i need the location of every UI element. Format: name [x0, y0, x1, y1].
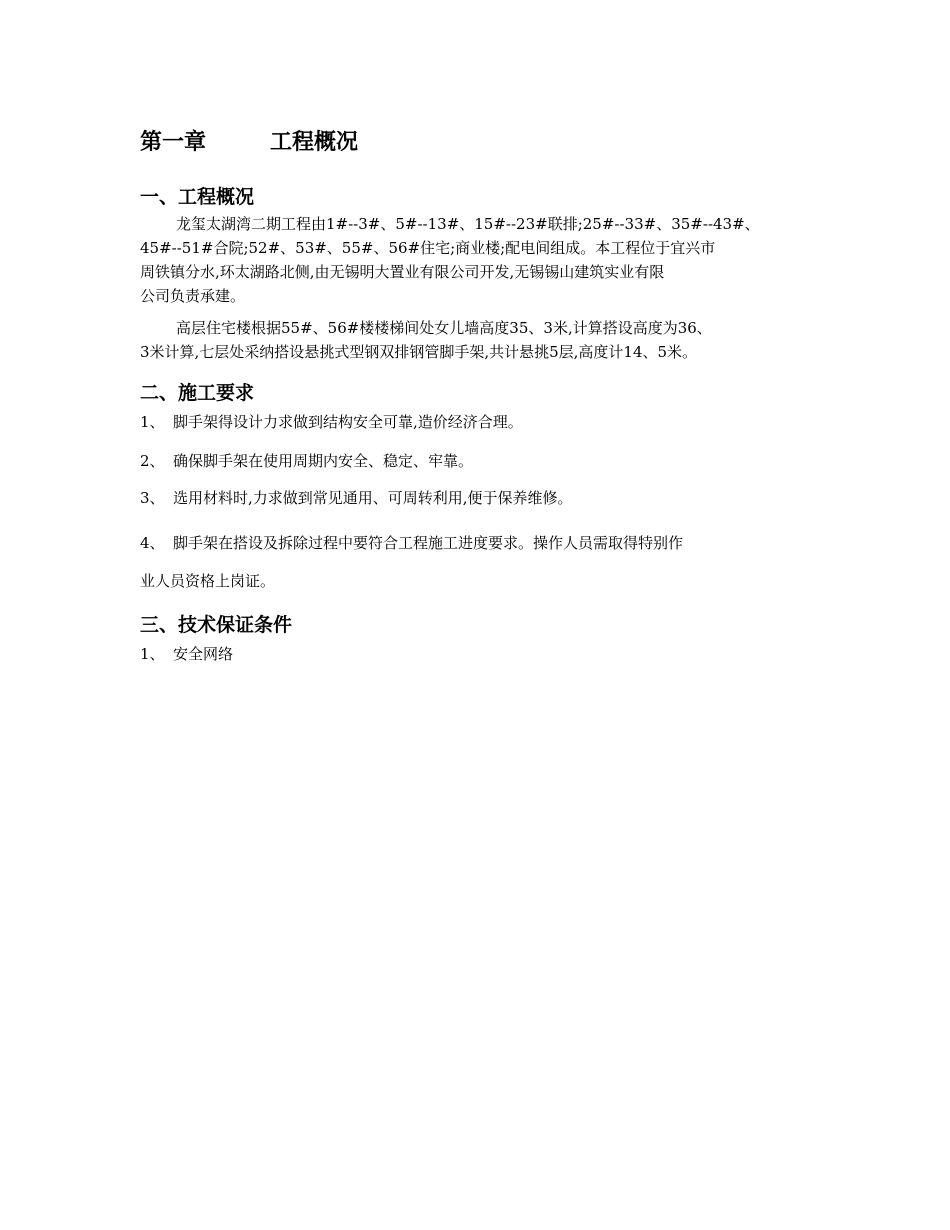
- section-heading-requirements: 二、施工要求: [140, 382, 255, 404]
- chapter-title: [140, 128, 358, 158]
- list-item-text: 脚手架在搭设及拆除过程中要符合工程施工进度要求。操作人员需取得特别作: [173, 534, 684, 552]
- list-item-continuation: 业人员资格上岗证。: [140, 572, 276, 590]
- list-item-number: 1、: [140, 645, 165, 663]
- list-item: [140, 410, 523, 434]
- list-item-text: 脚手架得设计力求做到结构安全可靠,造价经济合理。: [173, 413, 523, 431]
- list-item-number: 3、: [140, 489, 165, 507]
- paragraph-scaffold-height: [140, 316, 830, 364]
- chapter-name: 工程概况: [270, 130, 359, 155]
- list-item-number: 2、: [140, 452, 165, 470]
- list-item-number: 4、: [140, 534, 165, 552]
- paragraph-line: 45#--51#合院;52#、53#、55#、56#住宅;商业楼;配电间组成。本工程位于宜兴市: [140, 239, 716, 257]
- chapter-number: 第一章: [140, 130, 207, 155]
- list-item-text: 安全网络: [173, 645, 234, 663]
- paragraph-line: 公司负责承建。: [140, 287, 246, 305]
- list-item-text: 确保脚手架在使用周期内安全、稳定、牢靠。: [173, 452, 474, 470]
- paragraph-line: 龙玺太湖湾二期工程由1#--3#、5#--13#、15#--23#联排;25#--33#、35#--43#、: [176, 215, 760, 233]
- list-item-text: 选用材料时,力求做到常见通用、可周转利用,便于保养维修。: [173, 489, 573, 507]
- list-item: [140, 524, 683, 600]
- list-item: [140, 486, 573, 510]
- section-heading-technical: 三、技术保证条件: [140, 614, 293, 636]
- list-item: [140, 642, 233, 666]
- paragraph-line: 高层住宅楼根据55#、56#楼楼梯间处女儿墙高度35、3米,计算搭设高度为36、: [176, 319, 712, 337]
- list-item-number: 1、: [140, 413, 165, 431]
- paragraph-line: 周铁镇分水,环太湖路北侧,由无锡明大置业有限公司开发,无锡锡山建筑实业有限: [140, 263, 665, 281]
- section-heading-overview: 一、工程概况: [140, 186, 255, 208]
- paragraph-line: 3米计算,七层处采纳搭设悬挑式型钢双排钢管脚手架,共计悬挑5层,高度计14、5米。: [140, 343, 698, 361]
- list-item: [140, 449, 473, 473]
- paragraph-project-description: [140, 212, 830, 308]
